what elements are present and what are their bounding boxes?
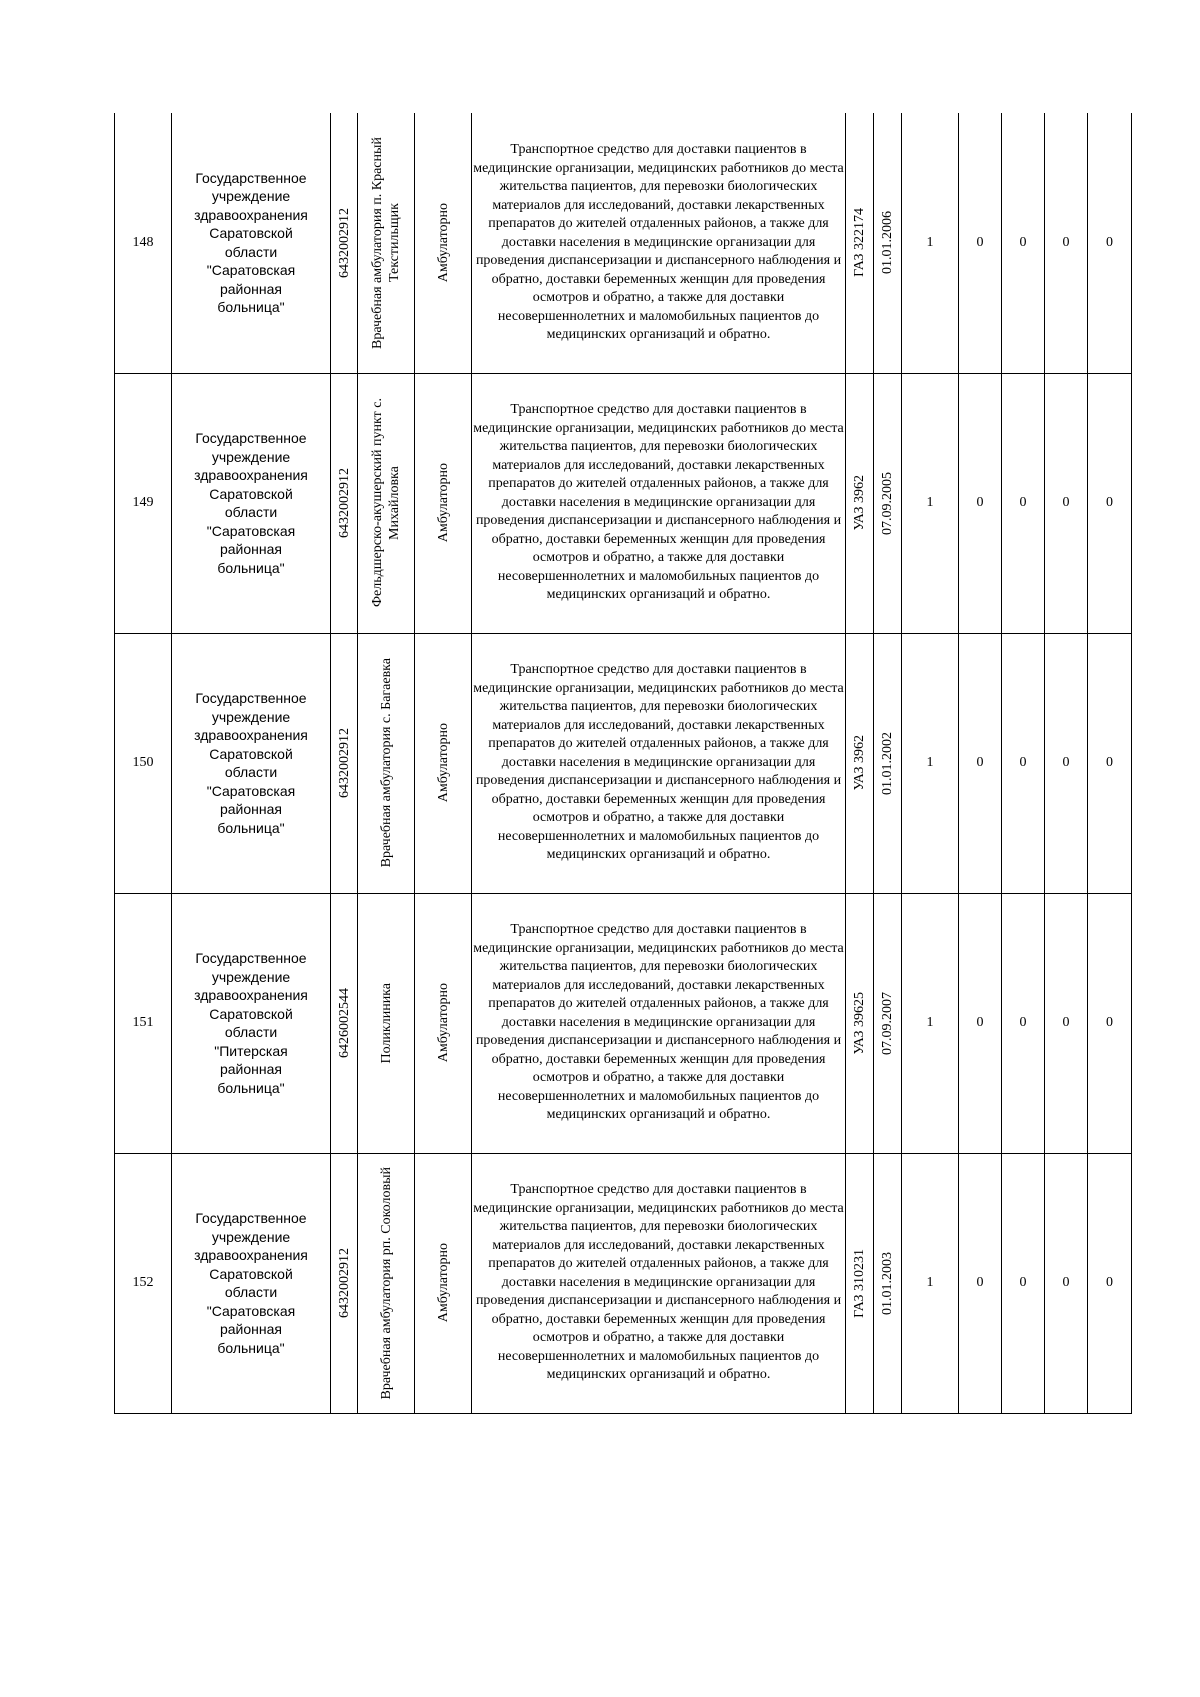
subdivision-name: Фельдшерско-акушерский пункт с. Михайловка xyxy=(370,398,402,608)
count-5: 0 xyxy=(1088,1153,1132,1413)
count-5: 0 xyxy=(1088,633,1132,893)
organization-name: Государственное учреждение здравоохранения Саратовской области "Питерская районная больница" xyxy=(172,893,331,1153)
vehicle-registry-table xyxy=(114,113,1132,1414)
vehicle-purpose: Транспортное средство для доставки пациентов в медицинские организации, медицинских работников до места жительства пациентов, для перевозки биологических материалов для исследований, доставки лекарственных препаратов до жителей отдаленных районов, а также для доставки населения в медицинские организации для проведения диспансеризации и диспансерного наблюдения и обратно, доставки беременных женщин для проведения осмотров и обратно, а также для доставки несовершеннолетних и маломобильных пациентов до медицинских организаций и обратно. xyxy=(472,113,846,373)
count-5: 0 xyxy=(1088,893,1132,1153)
table-row xyxy=(115,633,1132,893)
count-1: 1 xyxy=(902,113,959,373)
vehicle-model: УАЗ 3962 xyxy=(852,475,867,531)
subdivision-name: Врачебная амбулатория рп. Соколовый xyxy=(378,1166,394,1400)
row-number: 150 xyxy=(115,633,172,893)
vehicle-model: УАЗ 3962 xyxy=(852,735,867,791)
care-type: Амбулаторно xyxy=(435,983,451,1063)
count-4: 0 xyxy=(1045,373,1088,633)
count-2: 0 xyxy=(959,633,1002,893)
row-number: 152 xyxy=(115,1153,172,1413)
vehicle-model: УАЗ 39625 xyxy=(852,991,867,1055)
table-row xyxy=(115,113,1132,373)
count-4: 0 xyxy=(1045,633,1088,893)
subdivision-name: Врачебная амбулатория п. Красный Текстильщик xyxy=(370,136,402,349)
count-2: 0 xyxy=(959,1153,1002,1413)
count-4: 0 xyxy=(1045,893,1088,1153)
vehicle-date: 07.09.2007 xyxy=(880,991,895,1055)
table-row xyxy=(115,1153,1132,1413)
table-row xyxy=(115,373,1132,633)
row-number: 149 xyxy=(115,373,172,633)
vehicle-date: 01.01.2003 xyxy=(880,1251,895,1315)
vehicle-date: 07.09.2005 xyxy=(880,471,895,535)
vehicle-purpose: Транспортное средство для доставки пациентов в медицинские организации, медицинских работников до места жительства пациентов, для перевозки биологических материалов для исследований, доставки лекарственных препаратов до жителей отдаленных районов, а также для доставки населения в медицинские организации для проведения диспансеризации и диспансерного наблюдения и обратно, доставки беременных женщин для проведения осмотров и обратно, а также для доставки несовершеннолетних и маломобильных пациентов до медицинских организаций и обратно. xyxy=(472,633,846,893)
care-type: Амбулаторно xyxy=(435,723,451,803)
row-number: 151 xyxy=(115,893,172,1153)
subdivision-name: Врачебная амбулатория с. Багаевка xyxy=(378,658,394,868)
count-1: 1 xyxy=(902,633,959,893)
inn-value: 6432002912 xyxy=(336,468,352,538)
count-3: 0 xyxy=(1002,1153,1045,1413)
care-type: Амбулаторно xyxy=(435,463,451,543)
vehicle-model: ГАЗ 310231 xyxy=(852,1248,867,1318)
count-1: 1 xyxy=(902,1153,959,1413)
count-2: 0 xyxy=(959,893,1002,1153)
vehicle-date: 01.01.2002 xyxy=(880,731,895,795)
count-1: 1 xyxy=(902,893,959,1153)
count-1: 1 xyxy=(902,373,959,633)
inn-value: 6432002912 xyxy=(336,207,352,278)
organization-name: Государственное учреждение здравоохранения Саратовской области "Саратовская районная больница" xyxy=(172,373,331,633)
inn-value: 6432002912 xyxy=(336,728,352,798)
count-5: 0 xyxy=(1088,113,1132,373)
count-3: 0 xyxy=(1002,113,1045,373)
vehicle-purpose: Транспортное средство для доставки пациентов в медицинские организации, медицинских работников до места жительства пациентов, для перевозки биологических материалов для исследований, доставки лекарственных препаратов до жителей отдаленных районов, а также для доставки населения в медицинские организации для проведения диспансеризации и диспансерного наблюдения и обратно, доставки беременных женщин для проведения осмотров и обратно, а также для доставки несовершеннолетних и маломобильных пациентов до медицинских организаций и обратно. xyxy=(472,893,846,1153)
count-5: 0 xyxy=(1088,373,1132,633)
count-2: 0 xyxy=(959,373,1002,633)
organization-name: Государственное учреждение здравоохранения Саратовской области "Саратовская районная больница" xyxy=(172,113,331,373)
inn-value: 6426002544 xyxy=(336,988,352,1058)
count-3: 0 xyxy=(1002,633,1045,893)
count-3: 0 xyxy=(1002,373,1045,633)
vehicle-purpose: Транспортное средство для доставки пациентов в медицинские организации, медицинских работников до места жительства пациентов, для перевозки биологических материалов для исследований, доставки лекарственных препаратов до жителей отдаленных районов, а также для доставки населения в медицинские организации для проведения диспансеризации и диспансерного наблюдения и обратно, доставки беременных женщин для проведения осмотров и обратно, а также для доставки несовершеннолетних и маломобильных пациентов до медицинских организаций и обратно. xyxy=(472,1153,846,1413)
care-type: Амбулаторно xyxy=(435,1243,451,1323)
organization-name: Государственное учреждение здравоохранения Саратовской области "Саратовская районная больница" xyxy=(172,633,331,893)
inn-value: 6432002912 xyxy=(336,1248,352,1318)
table-row xyxy=(115,893,1132,1153)
vehicle-date: 01.01.2006 xyxy=(880,211,895,275)
subdivision-name: Поликлиника xyxy=(378,982,394,1064)
count-2: 0 xyxy=(959,113,1002,373)
row-number: 148 xyxy=(115,113,172,373)
vehicle-model: ГАЗ 322174 xyxy=(852,208,867,278)
count-4: 0 xyxy=(1045,1153,1088,1413)
count-3: 0 xyxy=(1002,893,1045,1153)
count-4: 0 xyxy=(1045,113,1088,373)
vehicle-purpose: Транспортное средство для доставки пациентов в медицинские организации, медицинских работников до места жительства пациентов, для перевозки биологических материалов для исследований, доставки лекарственных препаратов до жителей отдаленных районов, а также для доставки населения в медицинские организации для проведения диспансеризации и диспансерного наблюдения и обратно, доставки беременных женщин для проведения осмотров и обратно, а также для доставки несовершеннолетних и маломобильных пациентов до медицинских организаций и обратно. xyxy=(472,373,846,633)
organization-name: Государственное учреждение здравоохранения Саратовской области "Саратовская районная больница" xyxy=(172,1153,331,1413)
care-type: Амбулаторно xyxy=(435,203,451,283)
